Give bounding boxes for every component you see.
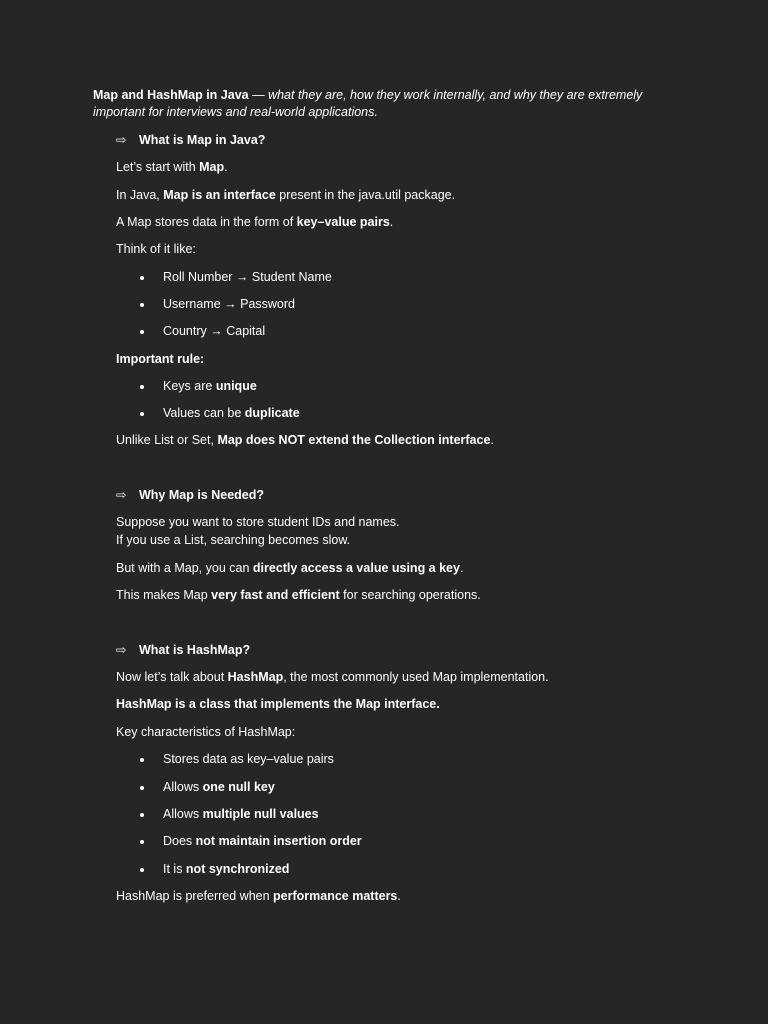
- list-item: Does not maintain insertion order: [163, 834, 362, 848]
- list-item: Roll Number → Student Name: [163, 270, 332, 284]
- list-item: Stores data as key–value pairs: [163, 752, 334, 766]
- paragraph: This makes Map very fast and efficient for searching operations.: [116, 588, 481, 602]
- list-item: Values can be duplicate: [163, 406, 300, 420]
- paragraph: Suppose you want to store student IDs and names.: [116, 515, 400, 529]
- section-heading-map: [116, 132, 265, 149]
- paragraph: If you use a List, searching becomes slow.: [116, 533, 351, 547]
- list-item: Allows multiple null values: [163, 807, 319, 821]
- heading-text: Why Map is Needed?: [139, 488, 265, 502]
- arrow-right-icon: ⇨: [116, 133, 127, 147]
- list-item: Country → Capital: [163, 324, 266, 338]
- paragraph: A Map stores data in the form of key–value pairs.: [116, 215, 394, 229]
- list-item: Allows one null key: [163, 780, 275, 794]
- heading-text: What is Map in Java?: [139, 133, 266, 147]
- intro-paragraph: [93, 87, 693, 121]
- section-heading-hashmap: [116, 642, 250, 659]
- section-heading-why: [116, 487, 264, 504]
- list-item: Username → Password: [163, 297, 295, 311]
- document-title: Map and HashMap in Java: [93, 88, 249, 102]
- paragraph: Let’s start with Map.: [116, 160, 228, 174]
- arrow-right-icon: ⇨: [116, 488, 127, 502]
- paragraph: HashMap is preferred when performance matters.: [116, 889, 401, 903]
- document-subtitle: what they are, how they work internally, and why they are extremely important for interviews and real-world applications.: [93, 88, 643, 119]
- paragraph: In Java, Map is an interface present in the java.util package.: [116, 188, 456, 202]
- list-item: Keys are unique: [163, 379, 257, 393]
- paragraph: Think of it like:: [116, 242, 196, 256]
- paragraph: Unlike List or Set, Map does NOT extend the Collection interface.: [116, 433, 494, 447]
- paragraph: Now let’s talk about HashMap, the most commonly used Map implementation.: [116, 670, 549, 684]
- title-dash: —: [248, 88, 269, 102]
- paragraph: Key characteristics of HashMap:: [116, 725, 296, 739]
- paragraph: HashMap is a class that implements the Map interface.: [116, 697, 440, 711]
- arrow-right-icon: ⇨: [116, 643, 127, 657]
- rule-heading: Important rule:: [116, 352, 205, 366]
- paragraph: But with a Map, you can directly access a value using a key.: [116, 561, 464, 575]
- list-item: It is not synchronized: [163, 862, 290, 876]
- heading-text: What is HashMap?: [139, 643, 251, 657]
